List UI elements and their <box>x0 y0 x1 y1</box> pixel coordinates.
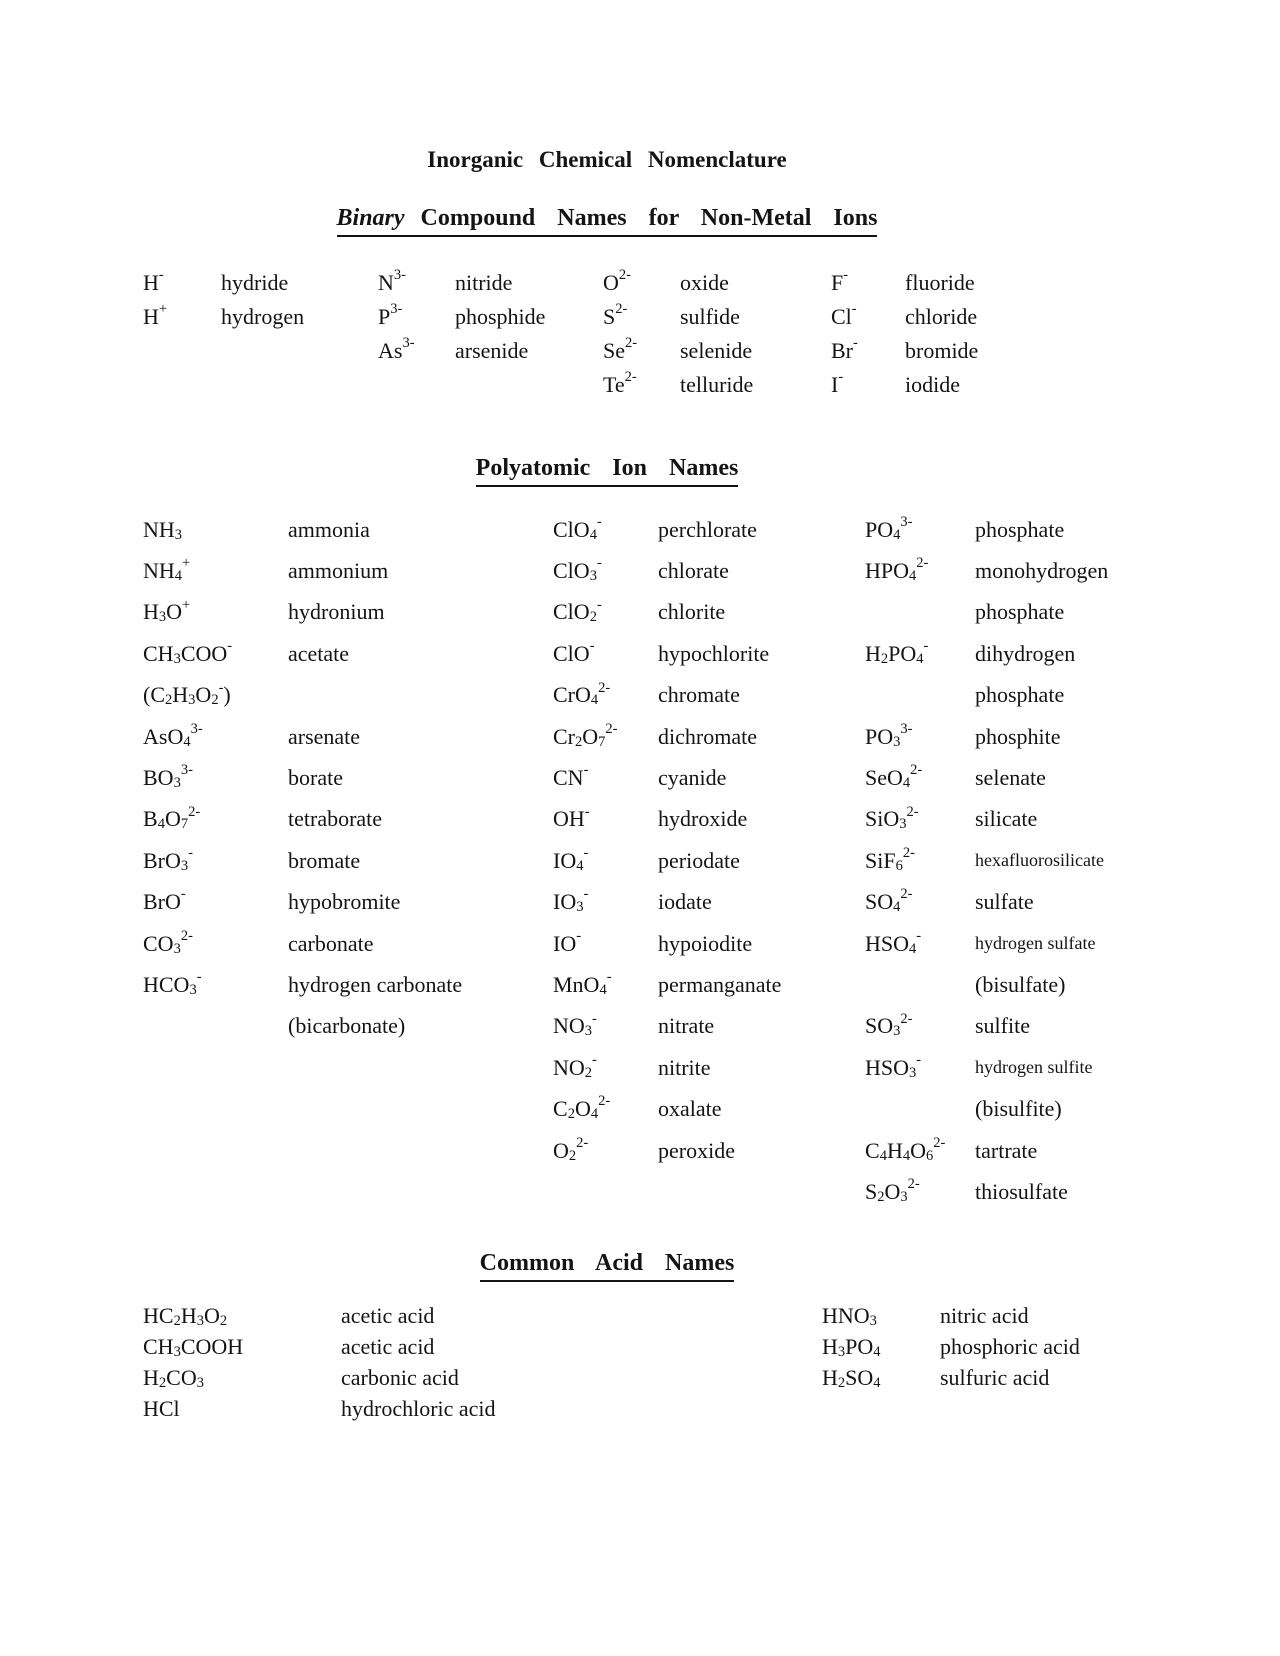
superscript-charge: - <box>851 301 857 318</box>
ion-name: (bisulfite) <box>975 1096 1062 1122</box>
ion-name: phosphate <box>975 599 1065 625</box>
ion-formula: H 2 PO 4 - <box>865 638 929 667</box>
empty-cell <box>143 1130 288 1171</box>
ion-formula: ClO 2 - <box>553 596 602 626</box>
superscript-charge: 3- <box>900 720 913 737</box>
ion-formula: BrO - <box>143 886 186 915</box>
subscript: 3 <box>158 609 167 626</box>
subscript: 3 <box>893 1023 901 1040</box>
ion-formula: MnO 4 - <box>553 969 612 998</box>
ion-name: nitride <box>455 270 513 295</box>
ion-formula: HNO 3 <box>822 1302 877 1329</box>
subscript: 3 <box>188 692 196 709</box>
ion-formula: HCl <box>143 1395 180 1421</box>
ion-name: nitric acid <box>940 1302 1029 1328</box>
empty-cell <box>143 1088 288 1129</box>
acids-section-heading <box>0 1250 1214 1282</box>
ion-name: nitrate <box>658 1013 715 1039</box>
empty-cell <box>221 334 378 368</box>
ion-name: oxalate <box>658 1096 722 1122</box>
ion-name: hydroxide <box>658 806 748 832</box>
superscript-charge: + <box>158 301 168 318</box>
ion-formula: F - <box>831 267 849 295</box>
ion-formula: As 3- <box>378 335 415 363</box>
ion-name: dihydrogen <box>975 640 1076 666</box>
superscript-charge: 3- <box>393 267 406 284</box>
superscript-charge: - <box>838 369 844 386</box>
ion-formula: H 3 PO 4 <box>822 1333 881 1360</box>
ion-formula: H 2 CO 3 <box>143 1364 204 1391</box>
subscript: 4 <box>174 568 183 585</box>
superscript-charge: 2- <box>598 1093 611 1110</box>
superscript-charge: + <box>182 555 191 572</box>
ion-formula: C 4 H 4 O 6 2- <box>865 1134 946 1164</box>
ion-name: nitrite <box>658 1054 711 1080</box>
superscript-charge: 3- <box>190 720 203 737</box>
ion-formula: (C 2 H 3 O 2 - ) <box>143 679 231 709</box>
empty-cell <box>378 368 455 402</box>
subscript: 2 <box>877 1188 885 1205</box>
subscript: 3 <box>173 1343 181 1360</box>
ion-name: hydrogen <box>221 304 305 329</box>
superscript-charge: 2- <box>615 301 628 318</box>
empty-cell <box>143 1171 288 1212</box>
ion-formula: I - <box>831 369 844 397</box>
ion-name: hydride <box>221 270 289 295</box>
subscript: 4 <box>902 775 911 792</box>
superscript-charge: - <box>923 638 929 655</box>
ion-name: hypoiodite <box>658 930 753 956</box>
ion-formula: O 2 2- <box>553 1134 589 1164</box>
ion-name: hypochlorite <box>658 640 770 666</box>
ion-name: hydrochloric acid <box>341 1395 496 1421</box>
ion-formula: H - <box>143 267 164 295</box>
empty-cell <box>822 1393 940 1424</box>
subscript: 2 <box>589 609 597 626</box>
superscript-charge: + <box>182 596 191 613</box>
subscript: 3 <box>899 816 907 833</box>
empty-cell <box>865 675 975 716</box>
superscript-charge: 3- <box>402 335 415 352</box>
superscript-charge: - <box>843 267 849 284</box>
ion-name: borate <box>288 765 343 791</box>
subscript: 4 <box>576 857 584 874</box>
ion-name: tartrate <box>975 1137 1038 1163</box>
ion-name: (bisulfate) <box>975 971 1066 997</box>
superscript-charge: 2- <box>624 369 637 386</box>
ion-name: sulfide <box>680 304 740 329</box>
ion-name: ammonia <box>288 516 370 542</box>
subscript: 4 <box>183 733 191 750</box>
ion-name: fluoride <box>905 270 975 295</box>
empty-cell <box>455 368 603 402</box>
ion-name: perchlorate <box>658 516 757 542</box>
ion-name: monohydrogen <box>975 558 1109 584</box>
document-title: Inorganic Chemical Nomenclature <box>427 147 787 172</box>
ion-name: hexafluorosilicate <box>975 850 1104 871</box>
subscript: 2 <box>165 692 173 709</box>
subscript: 3 <box>893 733 901 750</box>
ion-name: phosphate <box>975 516 1065 542</box>
superscript-charge: 2- <box>576 1134 589 1151</box>
subscript: 7 <box>598 733 606 750</box>
empty-cell <box>288 675 553 716</box>
ion-formula: PO 4 3- <box>865 513 913 543</box>
subscript: 2 <box>219 1312 228 1329</box>
superscript-charge: 2- <box>910 762 923 779</box>
superscript-charge: 2- <box>906 803 919 820</box>
ion-name: cyanide <box>658 765 727 791</box>
empty-cell <box>143 334 221 368</box>
ion-name: silicate <box>975 806 1038 832</box>
superscript-charge: 2- <box>598 679 611 696</box>
superscript-charge: - <box>583 845 589 862</box>
ion-formula: PO 3 3- <box>865 720 913 750</box>
subscript: 3 <box>584 1023 593 1040</box>
ion-formula: HSO 3 - <box>865 1052 922 1081</box>
ion-formula: HSO 4 - <box>865 927 922 957</box>
empty-cell <box>221 368 378 402</box>
ion-name: arsenide <box>455 338 529 363</box>
subscript: 3 <box>900 1188 908 1205</box>
binary-heading-underline <box>337 205 878 237</box>
ion-formula: SO 4 2- <box>865 886 913 916</box>
empty-cell <box>865 1088 975 1129</box>
subscript: 3 <box>173 775 181 792</box>
superscript-charge: 3- <box>900 513 913 530</box>
binary-heading-italic-word: Binary <box>336 205 405 231</box>
superscript-charge: - <box>180 886 186 903</box>
subscript: 4 <box>873 1343 881 1360</box>
ion-name: dichromate <box>658 723 757 749</box>
ion-name: oxide <box>680 270 729 295</box>
ion-name: chloride <box>905 304 978 329</box>
ion-formula: HCO 3 - <box>143 969 202 998</box>
ion-formula: SO 3 2- <box>865 1010 913 1040</box>
ion-name: iodate <box>658 889 712 915</box>
superscript-charge: 2- <box>625 335 638 352</box>
ion-formula: H 3 O + <box>143 596 191 626</box>
binary-heading-text: Compound Names for Non-Metal Ions <box>420 205 878 231</box>
empty-cell <box>658 1171 865 1212</box>
ion-name: telluride <box>680 372 754 397</box>
ion-formula: NO 2 - <box>553 1052 597 1081</box>
subscript: 3 <box>180 857 189 874</box>
ion-formula: SiF 6 2- <box>865 845 915 874</box>
ion-formula: BrO 3 - <box>143 845 193 874</box>
superscript-charge: - <box>596 555 602 572</box>
ion-name: chromate <box>658 682 740 708</box>
acids-heading-text: Common Acid Names <box>480 1250 735 1282</box>
subscript: 4 <box>916 650 924 667</box>
ion-name: thiosulfate <box>975 1178 1068 1204</box>
superscript-charge: - <box>916 1052 922 1069</box>
subscript: 4 <box>879 1147 887 1164</box>
subscript: 6 <box>895 857 903 874</box>
ion-formula: S 2 O 3 2- <box>865 1176 920 1205</box>
subscript: 4 <box>902 1147 911 1164</box>
ion-name: sulfate <box>975 889 1034 915</box>
ion-name: carbonic acid <box>341 1364 459 1390</box>
subscript: 4 <box>873 1374 881 1391</box>
ion-formula: CN - <box>553 762 589 791</box>
ion-formula: H + <box>143 301 168 329</box>
superscript-charge: - <box>227 638 233 655</box>
ion-name: selenate <box>975 765 1046 791</box>
empty-cell <box>865 964 975 1005</box>
subscript: 2 <box>880 650 889 667</box>
ion-formula: ClO 4 - <box>553 513 602 543</box>
ion-name: phosphide <box>455 304 546 329</box>
superscript-charge: - <box>218 679 224 696</box>
ion-formula: IO 4 - <box>553 845 589 874</box>
binary-section-heading <box>0 205 1214 237</box>
empty-cell <box>288 1088 553 1129</box>
ion-formula: ClO - <box>553 638 595 666</box>
ion-formula: S 2- <box>603 301 628 329</box>
subscript: 2 <box>158 1374 167 1391</box>
ion-name: bromate <box>288 847 361 873</box>
ion-name: (bicarbonate) <box>288 1013 406 1039</box>
ion-name: chlorate <box>658 558 729 584</box>
ion-formula: NH 4 + <box>143 555 191 585</box>
empty-cell <box>143 1006 288 1047</box>
subscript: 4 <box>893 526 901 543</box>
ion-formula: Te 2- <box>603 369 637 397</box>
empty-cell <box>553 1171 658 1212</box>
polyatomic-ion-table <box>143 509 1225 1213</box>
ion-name: phosphite <box>975 723 1061 749</box>
subscript: 2 <box>173 1312 181 1329</box>
empty-cell <box>288 1171 553 1212</box>
ion-name: phosphoric acid <box>940 1333 1080 1359</box>
subscript: 6 <box>926 1147 934 1164</box>
superscript-charge: 2- <box>900 886 913 903</box>
ion-formula: Br - <box>831 335 858 363</box>
superscript-charge: 2- <box>916 555 929 572</box>
ion-name: peroxide <box>658 1137 735 1163</box>
ion-formula: Se 2- <box>603 335 638 363</box>
subscript: 4 <box>590 692 599 709</box>
superscript-charge: - <box>916 927 922 944</box>
superscript-charge: - <box>592 1052 597 1069</box>
superscript-charge: - <box>158 267 164 284</box>
ion-name: sulfite <box>975 1013 1030 1039</box>
subscript: 2 <box>567 1106 575 1123</box>
ion-name: hydrogen carbonate <box>288 971 463 997</box>
subscript: 3 <box>869 1312 877 1329</box>
superscript-charge: - <box>584 803 590 820</box>
subscript: 4 <box>157 816 165 833</box>
ion-name: hydrogen sulfate <box>975 933 1096 954</box>
subscript: 3 <box>189 982 197 998</box>
ion-formula: IO - <box>553 927 582 956</box>
superscript-charge: 2- <box>180 927 193 944</box>
empty-cell <box>288 1130 553 1171</box>
ion-formula: IO 3 - <box>553 886 589 916</box>
superscript-charge: 2- <box>907 1176 920 1193</box>
ion-formula: OH - <box>553 803 590 832</box>
ion-formula: ClO 3 - <box>553 555 602 585</box>
subscript: 4 <box>590 1106 599 1123</box>
ion-name: acetate <box>288 640 350 666</box>
ion-formula: P 3- <box>378 301 403 329</box>
superscript-charge: - <box>589 638 595 655</box>
ion-formula: SiO 3 2- <box>865 803 919 833</box>
superscript-charge: - <box>583 762 589 779</box>
subscript: 3 <box>196 1374 204 1391</box>
ion-formula: B 4 O 7 2- <box>143 803 201 833</box>
subscript: 3 <box>589 568 597 585</box>
empty-cell <box>288 1047 553 1088</box>
superscript-charge: 3- <box>390 301 403 318</box>
superscript-charge: - <box>853 335 858 352</box>
subscript: 2 <box>211 692 219 709</box>
ion-formula: O 2- <box>603 267 631 295</box>
superscript-charge: 2- <box>933 1134 946 1151</box>
superscript-charge: - <box>583 886 589 903</box>
ion-name: sulfuric acid <box>940 1364 1050 1390</box>
ion-name: periodate <box>658 847 740 873</box>
ion-formula: AsO 4 3- <box>143 720 203 750</box>
superscript-charge: 2- <box>618 267 631 284</box>
superscript-charge: 2- <box>188 803 201 820</box>
subscript: 2 <box>575 733 583 750</box>
ion-formula: Cl - <box>831 301 857 329</box>
subscript: 2 <box>584 1064 593 1081</box>
polyatomic-heading-text: Polyatomic Ion Names <box>476 455 739 487</box>
ion-name: phosphate <box>975 682 1065 708</box>
superscript-charge: 2- <box>900 1010 913 1027</box>
ion-formula: CH 3 COOH <box>143 1333 244 1360</box>
ion-formula: Cr 2 O 7 2- <box>553 720 618 750</box>
subscript: 3 <box>173 940 181 957</box>
ion-formula: NO 3 - <box>553 1010 597 1040</box>
ion-formula: CO 3 2- <box>143 927 193 957</box>
ion-name: chlorite <box>658 599 726 625</box>
ion-formula: SeO 4 2- <box>865 762 923 792</box>
superscript-charge: 2- <box>605 720 618 737</box>
ion-name: hydronium <box>288 599 385 625</box>
ion-name: iodide <box>905 372 960 397</box>
ion-formula: NH 3 <box>143 516 183 543</box>
ion-name: tetraborate <box>288 806 383 832</box>
ion-name: carbonate <box>288 930 374 956</box>
subscript: 3 <box>196 1312 204 1329</box>
polyatomic-section-heading <box>0 455 1214 487</box>
superscript-charge: - <box>592 1010 597 1027</box>
subscript: 4 <box>893 899 901 916</box>
ion-name: selenide <box>680 338 753 363</box>
ion-name: bromide <box>905 338 979 363</box>
subscript: 3 <box>837 1343 846 1360</box>
ion-formula: CH 3 COO - <box>143 638 233 667</box>
ion-name: hypobromite <box>288 889 401 915</box>
ion-name: arsenate <box>288 723 361 749</box>
ion-formula: HC 2 H 3 O 2 <box>143 1302 228 1329</box>
subscript: 2 <box>568 1147 577 1164</box>
empty-cell <box>940 1393 1190 1424</box>
empty-cell <box>143 368 221 402</box>
ion-formula: CrO 4 2- <box>553 679 611 709</box>
subscript: 3 <box>909 1064 917 1081</box>
superscript-charge: - <box>596 513 602 530</box>
subscript: 4 <box>589 526 597 543</box>
ion-name: hydrogen sulfite <box>975 1057 1093 1078</box>
ion-formula: C 2 O 4 2- <box>553 1093 611 1123</box>
subscript: 4 <box>599 982 607 998</box>
superscript-charge: - <box>188 845 193 862</box>
superscript-charge: 3- <box>180 762 193 779</box>
subscript: 3 <box>576 899 584 916</box>
ion-name: acetic acid <box>341 1333 435 1359</box>
binary-ion-table <box>143 266 1105 402</box>
ion-name: ammonium <box>288 558 389 584</box>
ion-name: acetic acid <box>341 1302 435 1328</box>
ion-name: permanganate <box>658 971 782 997</box>
subscript: 4 <box>909 568 917 585</box>
empty-cell <box>143 1047 288 1088</box>
superscript-charge: - <box>596 596 602 613</box>
superscript-charge: - <box>196 969 202 986</box>
subscript: 3 <box>174 526 183 543</box>
common-acids-table <box>143 1300 1190 1424</box>
superscript-charge: 2- <box>902 845 915 862</box>
ion-formula: N 3- <box>378 267 406 295</box>
ion-formula: HPO 4 2- <box>865 555 929 585</box>
superscript-charge: - <box>606 969 612 986</box>
empty-cell <box>865 592 975 633</box>
subscript: 7 <box>180 816 189 833</box>
subscript: 2 <box>837 1374 846 1391</box>
ion-formula: H 2 SO 4 <box>822 1364 881 1391</box>
superscript-charge: - <box>576 927 582 944</box>
subscript: 3 <box>173 650 181 667</box>
ion-formula: BO 3 3- <box>143 762 193 792</box>
subscript: 4 <box>909 940 917 957</box>
